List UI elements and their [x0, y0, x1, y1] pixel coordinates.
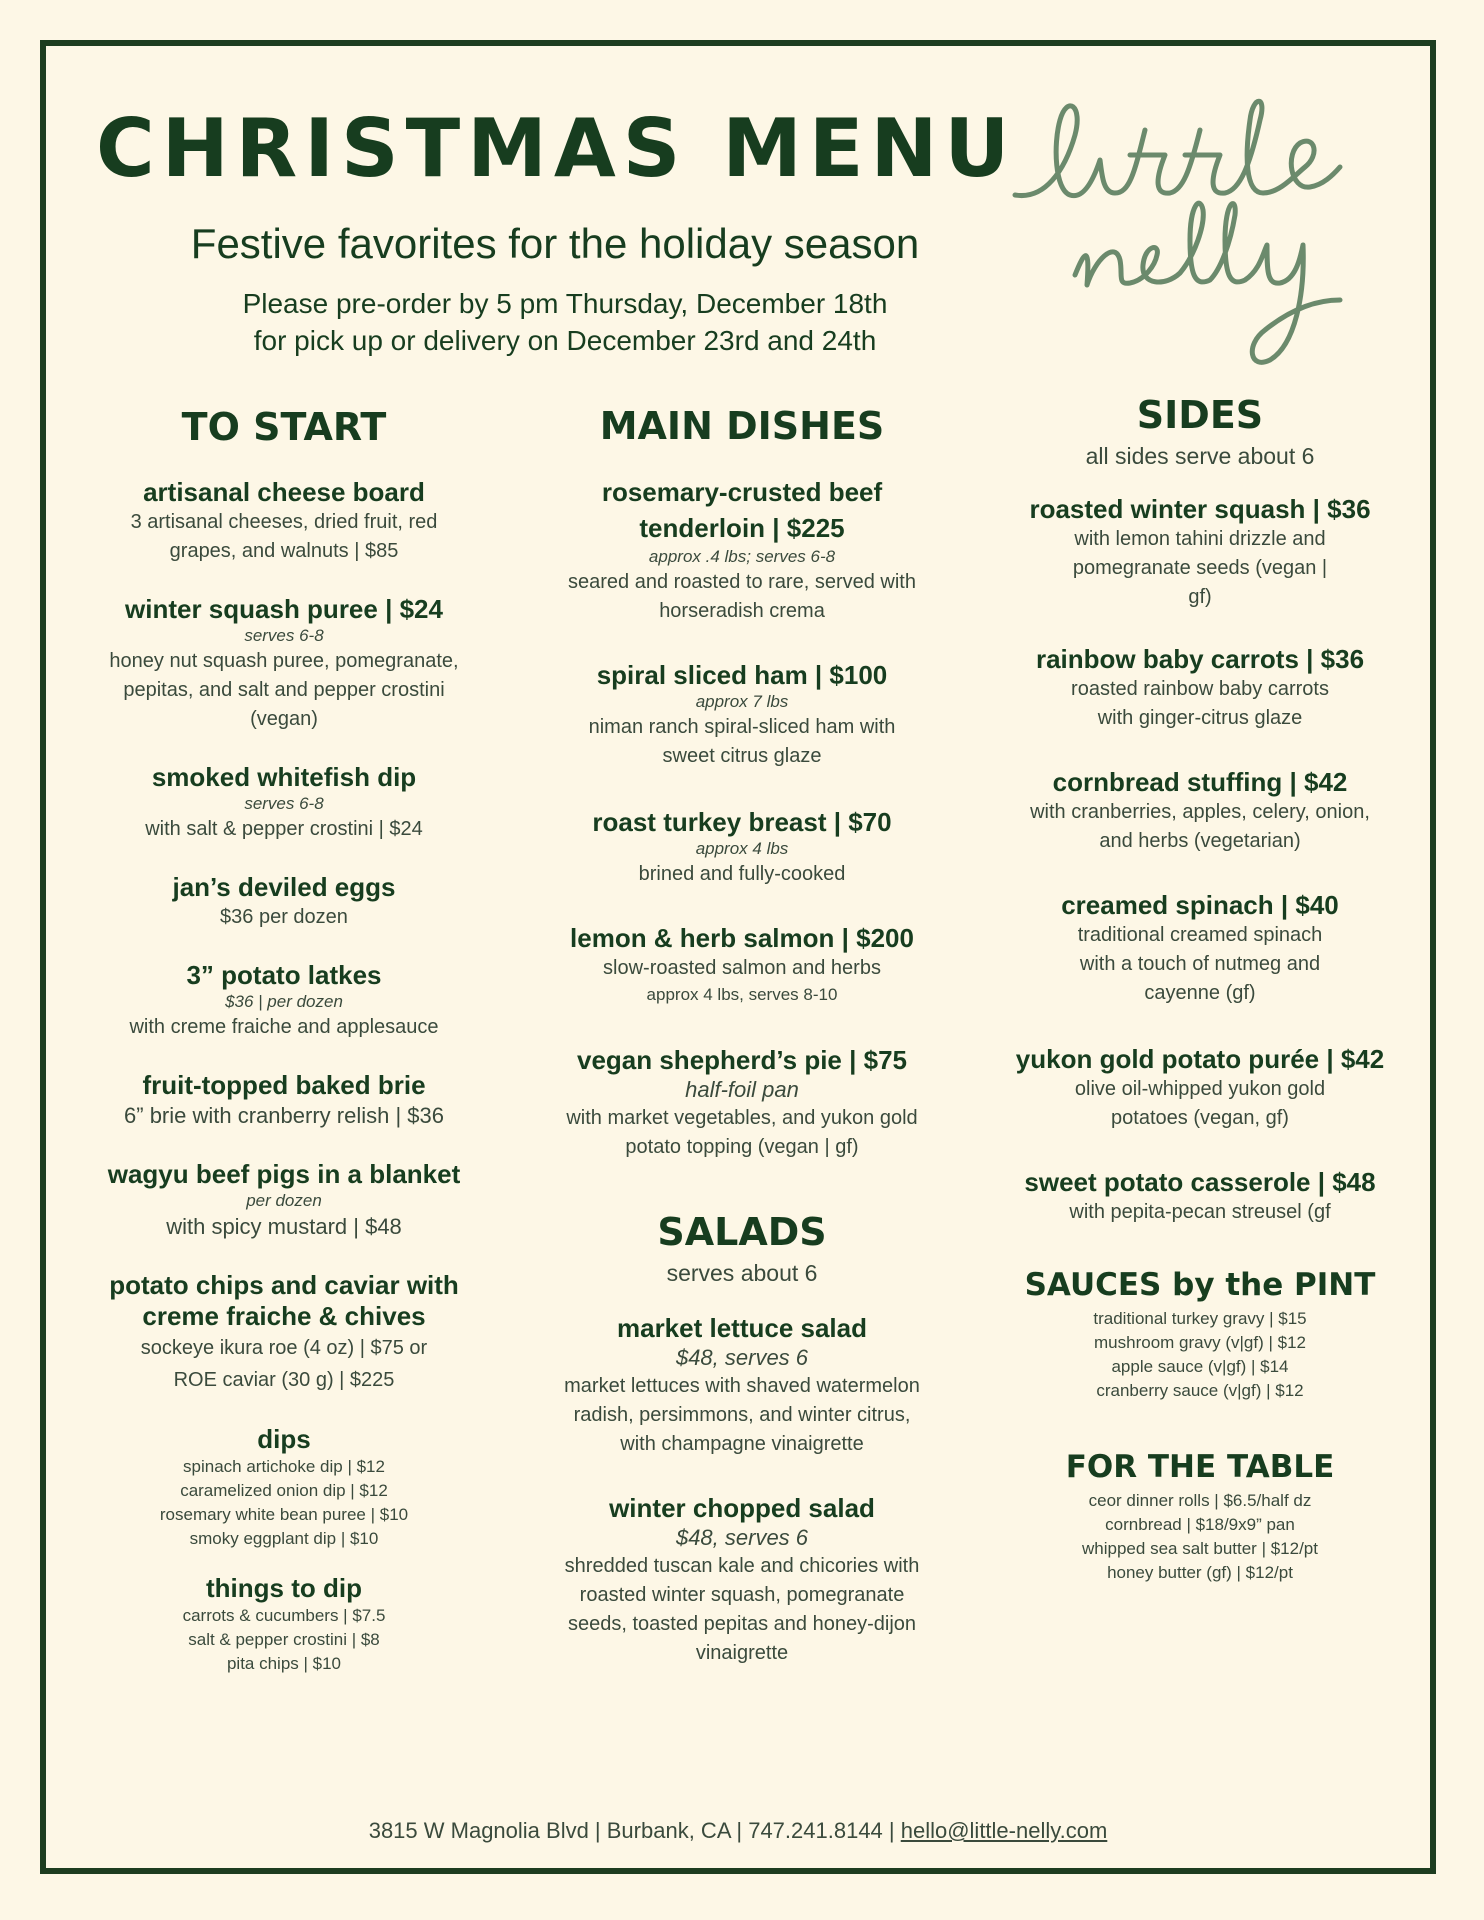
menu-item [530, 807, 954, 889]
menu-subtitle: Festive favorites for the holiday season [190, 220, 920, 267]
salads-section [530, 1210, 954, 1668]
item-sub: half-foil pan [685, 1077, 799, 1102]
menu-item [80, 1159, 488, 1242]
menu-item-things-to-dip [80, 1573, 488, 1676]
menu-item [80, 477, 488, 566]
menu-item [530, 660, 954, 771]
list-line: carrots & cucumbers | $7.5 [182, 1606, 386, 1625]
item-sub: approx .4 lbs; serves 6-8 [648, 547, 836, 566]
list-line: smoky eggplant dip | $10 [189, 1529, 379, 1548]
item-desc: with salt & pepper crostini | $24 [145, 818, 423, 840]
section-title-sides: SIDES [1136, 393, 1264, 437]
item-name: wagyu beef pigs in a blanket [107, 1159, 461, 1189]
item-desc: with cranberries, apples, celery, onion, and herbs (vegetarian) [1030, 801, 1370, 852]
footer-address: 3815 W Magnolia Blvd | Burbank, CA | 747.241.8144 | [368, 1818, 901, 1843]
item-name: roast turkey breast | $70 [592, 807, 892, 837]
section-note: all sides serve about 6 [1085, 443, 1315, 469]
item-sub: $36 | per dozen [225, 992, 343, 1011]
menu-title: CHRISTMAS MENU [96, 102, 1017, 195]
item-desc: with creme fraiche and applesauce [129, 1016, 439, 1038]
item-name: winter chopped salad [609, 1493, 875, 1523]
item-desc: shredded tuscan kale and chicories with roasted winter squash, pomegranate seeds, toasted pepitas and honey-dijon vinaigrette [564, 1555, 920, 1664]
item-desc: slow-roasted salmon and herbs [603, 957, 881, 979]
list-line: apple sauce (v|gf) | $14 [1111, 1357, 1289, 1376]
menu-item [80, 594, 488, 734]
for-the-table-section [1002, 1449, 1398, 1585]
preorder-notice [0, 285, 1130, 359]
item-desc: 6” brie with cranberry relish | $36 [124, 1103, 444, 1128]
section-title-to-start: TO START [181, 405, 387, 449]
item-desc: with lemon tahini drizzle and pomegranate seeds (vegan | gf) [1072, 528, 1328, 608]
list-line: whipped sea salt butter | $12/pt [1082, 1539, 1318, 1558]
item-name: spiral sliced ham | $100 [596, 660, 888, 690]
menu-item [530, 1493, 954, 1668]
item-name: yukon gold potato purée | $42 [1015, 1044, 1385, 1074]
item-name: jan’s deviled eggs [172, 872, 396, 902]
menu-item [1002, 1044, 1398, 1133]
list-line: ceor dinner rolls | $6.5/half dz [1088, 1491, 1312, 1510]
menu-item-dips [80, 1424, 488, 1551]
list-line: traditional turkey gravy | $15 [1093, 1309, 1307, 1328]
item-name: artisanal cheese board [143, 477, 425, 507]
to-start-section [80, 405, 488, 1704]
item-name: rainbow baby carrots | $36 [1035, 644, 1365, 674]
menu-item [1002, 1167, 1398, 1227]
section-note: serves about 6 [666, 1260, 818, 1286]
menu-item [80, 1070, 488, 1131]
item-name: winter squash puree | $24 [125, 594, 443, 624]
menu-item [80, 1270, 488, 1396]
list-line: cornbread | $18/9x9” pan [1105, 1515, 1295, 1534]
item-desc: niman ranch spiral-sliced ham with sweet citrus glaze [588, 716, 896, 767]
section-title-for-the-table: FOR THE TABLE [1065, 1449, 1335, 1485]
list-line: caramelized onion dip | $12 [180, 1481, 388, 1500]
item-desc: honey nut squash puree, pomegranate, pepitas, and salt and pepper crostini (vegan) [109, 650, 459, 730]
item-sub: serves 6-8 [244, 794, 324, 813]
little-nelly-logo [1005, 75, 1355, 375]
item-name: creamed spinach | $40 [1061, 890, 1339, 920]
item-desc: with pepita-pecan streusel (gf [1069, 1201, 1331, 1223]
item-sub: $48, serves 6 [675, 1525, 809, 1550]
item-desc: olive oil-whipped yukon gold potatoes (vegan, gf) [1074, 1078, 1326, 1129]
preorder-line-1: Please pre-order by 5 pm Thursday, December 18th [242, 288, 888, 319]
item-sub: per dozen [246, 1191, 322, 1210]
item-name: smoked whitefish dip [151, 762, 417, 792]
menu-item [1002, 644, 1398, 733]
list-line: pita chips | $10 [226, 1654, 342, 1673]
item-note: approx 4 lbs, serves 8-10 [646, 985, 838, 1004]
menu-item [1002, 767, 1398, 856]
section-title-sauces: SAUCES by the PINT [1024, 1267, 1376, 1303]
item-desc: sockeye ikura roe (4 oz) | $75 or ROE caviar (30 g) | $225 [140, 1337, 428, 1391]
item-desc: market lettuces with shaved watermelon radish, persimmons, and winter citrus, with champagne vinaigrette [564, 1375, 920, 1455]
list-line: honey butter (gf) | $12/pt [1107, 1563, 1293, 1582]
item-desc: brined and fully-cooked [638, 863, 846, 885]
item-name: market lettuce salad [616, 1313, 867, 1343]
menu-item [1002, 890, 1398, 1008]
item-desc: with market vegetables, and yukon gold potato topping (vegan | gf) [566, 1107, 918, 1158]
menu-item [530, 1313, 954, 1459]
menu-item [530, 923, 954, 1007]
list-line: rosemary white bean puree | $10 [159, 1505, 409, 1524]
item-name: roasted winter squash | $36 [1029, 494, 1371, 524]
item-sub: approx 4 lbs [695, 839, 789, 858]
item-sub: approx 7 lbs [695, 692, 789, 711]
footer-email-link[interactable]: hello@little-nelly.com [900, 1818, 1108, 1843]
footer [40, 1818, 1436, 1844]
list-line: salt & pepper crostini | $8 [188, 1630, 380, 1649]
item-desc: roasted rainbow baby carrots with ginger-citrus glaze [1071, 678, 1329, 729]
item-name: potato chips and caviar with creme fraiche & chives [109, 1270, 459, 1331]
menu-item [80, 960, 488, 1042]
menu-item [1002, 494, 1398, 612]
item-sub: $48, serves 6 [675, 1345, 809, 1370]
section-title-main-dishes: MAIN DISHES [599, 404, 885, 448]
item-name: things to dip [206, 1573, 362, 1603]
item-name: cornbread stuffing | $42 [1052, 767, 1348, 797]
item-name: rosemary-crusted beef tenderloin | $225 [601, 477, 883, 543]
item-desc: traditional creamed spinach with a touch of nutmeg and cayenne (gf) [1077, 924, 1323, 1004]
item-desc: 3 artisanal cheeses, dried fruit, red grapes, and walnuts | $85 [130, 511, 438, 562]
sides-section [1002, 393, 1398, 1585]
menu-item [80, 872, 488, 932]
preorder-line-2: for pick up or delivery on December 23rd and 24th [253, 325, 877, 356]
item-name: dips [257, 1424, 311, 1454]
item-desc: seared and roasted to rare, served with horseradish crema [568, 571, 916, 622]
sauces-section [1002, 1267, 1398, 1403]
main-dishes-section [530, 404, 954, 1696]
list-line: cranberry sauce (v|gf) | $12 [1096, 1381, 1304, 1400]
item-name: lemon & herb salmon | $200 [570, 923, 914, 953]
item-desc: with spicy mustard | $48 [166, 1214, 402, 1239]
list-line: mushroom gravy (v|gf) | $12 [1094, 1333, 1306, 1352]
menu-item [80, 762, 488, 844]
item-name: sweet potato casserole | $48 [1024, 1167, 1376, 1197]
item-desc: $36 per dozen [220, 906, 348, 928]
item-sub: serves 6-8 [244, 626, 324, 645]
menu-item [530, 474, 954, 626]
list-line: spinach artichoke dip | $12 [183, 1457, 385, 1476]
item-name: fruit-topped baked brie [142, 1070, 426, 1100]
item-name: 3” potato latkes [186, 960, 382, 990]
menu-item [530, 1045, 954, 1162]
section-title-salads: SALADS [657, 1210, 827, 1254]
item-name: vegan shepherd’s pie | $75 [576, 1045, 907, 1075]
